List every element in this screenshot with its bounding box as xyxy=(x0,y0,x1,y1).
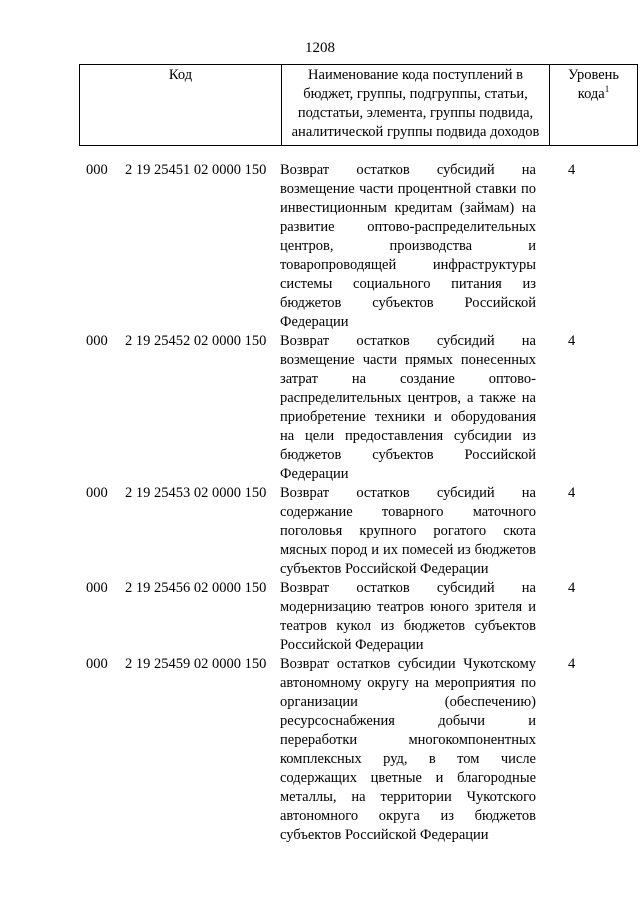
table-row xyxy=(0,579,640,655)
row-code: 2 19 25452 02 0000 150 xyxy=(125,333,267,349)
table-row xyxy=(0,161,640,332)
page-number: 1208 xyxy=(305,40,335,56)
header-name xyxy=(282,65,550,146)
header-code-label: Код xyxy=(168,67,193,83)
row-name: Возврат остатков субсидий на возмещение части процентной ставки по инвестиционным кредитам (займам) на развитие оптово-распределительных центров, производства и товаропроводящей инфраструктуры системы социального питания из бюджетов субъектов Российской Федерации xyxy=(280,162,536,330)
row-prefix: 000 xyxy=(86,580,108,596)
header-name-label: Наименование кода поступлений в бюджет, группы, подгруппы, статьи, подстатьи, элемента, группы подвида, аналитической группы подвида доходов xyxy=(291,67,540,140)
table-row xyxy=(0,655,640,845)
table-body xyxy=(0,161,640,845)
row-prefix: 000 xyxy=(86,656,108,672)
row-prefix: 000 xyxy=(86,333,108,349)
row-level: 4 xyxy=(568,333,576,349)
row-prefix: 000 xyxy=(86,485,108,501)
row-level: 4 xyxy=(568,162,576,178)
table-row xyxy=(0,484,640,579)
row-code: 2 19 25456 02 0000 150 xyxy=(125,580,267,596)
row-code: 2 19 25453 02 0000 150 xyxy=(125,485,267,501)
row-level: 4 xyxy=(568,656,576,672)
row-code: 2 19 25451 02 0000 150 xyxy=(125,162,267,178)
row-level: 4 xyxy=(568,485,576,501)
row-name: Возврат остатков субсидий на возмещение части прямых понесенных затрат на создание оптово-распределительных центров, а также на приобретение техники и оборудования на цели предоставления субсидии из бюджетов субъектов Российской Федерации xyxy=(280,333,536,482)
row-code: 2 19 25459 02 0000 150 xyxy=(125,656,267,672)
header-level xyxy=(550,65,638,146)
header-level-label: Уровень кода xyxy=(567,67,620,102)
row-prefix: 000 xyxy=(86,162,108,178)
table-row xyxy=(0,332,640,484)
table-header xyxy=(79,64,638,146)
header-code xyxy=(80,65,282,146)
header-level-footnote: 1 xyxy=(604,84,610,94)
row-name: Возврат остатков субсидий на модернизацию театров юного зрителя и театров кукол из бюджетов субъектов Российской Федерации xyxy=(280,580,536,653)
row-level: 4 xyxy=(568,580,576,596)
row-name: Возврат остатков субсидий на содержание товарного маточного поголовья крупного рогатого скота мясных пород и их помесей из бюджетов субъектов Российской Федерации xyxy=(280,485,536,577)
row-name: Возврат остатков субсидии Чукотскому автономному округу на мероприятия по организации (обеспечению) ресурсоснабжения добычи и переработки многокомпонентных комплексных руд, в том числе содержащих цветные и благородные металлы, на территории Чукотского автономного округа из бюджетов субъектов Российской Федерации xyxy=(280,656,536,843)
